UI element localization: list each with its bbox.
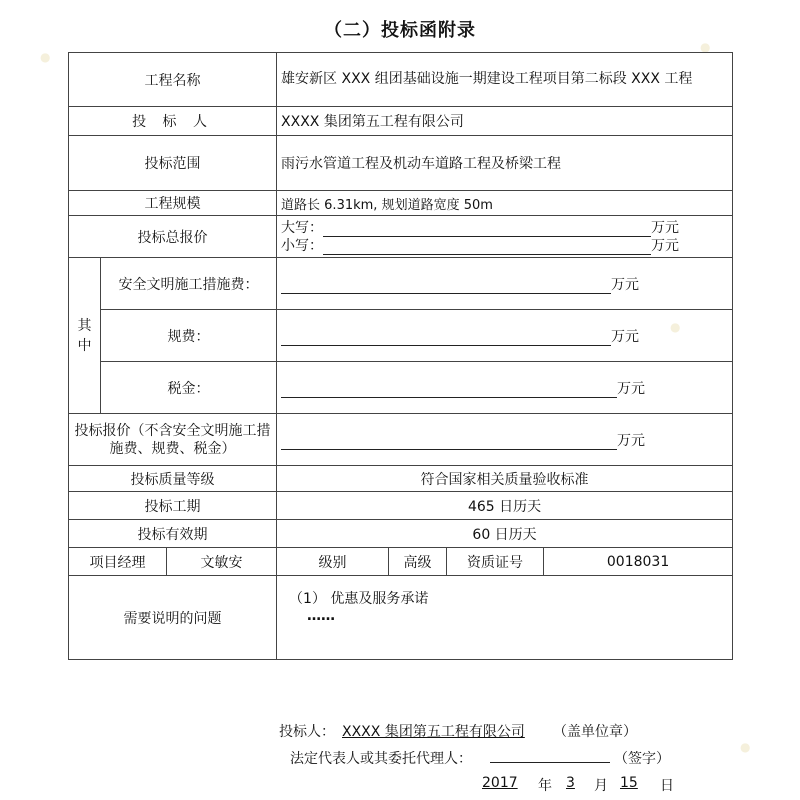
bid-excl-field[interactable] bbox=[281, 435, 617, 450]
signature-rep-label: 法定代表人或其委托代理人： bbox=[290, 751, 472, 767]
cert-value: 0018031 bbox=[544, 548, 733, 576]
date-month-unit: 月 bbox=[594, 778, 608, 794]
notes-label: 需要说明的问题 bbox=[69, 576, 277, 660]
tax-field[interactable] bbox=[281, 383, 617, 398]
signature-rep-field[interactable] bbox=[490, 748, 610, 763]
quality-label: 投标质量等级 bbox=[69, 466, 277, 492]
safety-fee-label: 安全文明施工措施费： bbox=[101, 258, 277, 310]
regulation-fee-unit: 万元 bbox=[611, 328, 640, 345]
among-label bbox=[69, 258, 101, 414]
regulation-fee-field[interactable] bbox=[281, 331, 611, 346]
row-validity bbox=[69, 520, 733, 548]
watermark-logo: ● bbox=[40, 50, 51, 64]
project-name-label: 工程名称 bbox=[69, 53, 277, 107]
page-title: （二）投标函附录 bbox=[324, 20, 476, 41]
row-bidder bbox=[69, 107, 733, 136]
tax-value bbox=[277, 362, 733, 414]
row-bid-excl bbox=[69, 414, 733, 466]
total-price-label: 投标总报价 bbox=[69, 216, 277, 258]
watermark-logo: ● bbox=[670, 320, 681, 334]
row-manager bbox=[69, 548, 733, 576]
signature-bidder-label: 投标人： bbox=[279, 724, 335, 740]
notes-dots: …… bbox=[307, 608, 336, 624]
notes-value bbox=[277, 576, 733, 660]
scale-label: 工程规模 bbox=[69, 191, 277, 216]
total-price-lower-label: 小写： bbox=[281, 237, 324, 254]
cert-label: 资质证号 bbox=[447, 548, 544, 576]
watermark-logo: ● bbox=[740, 740, 751, 754]
duration-label: 投标工期 bbox=[69, 492, 277, 520]
among-text: 其中 bbox=[77, 317, 92, 354]
bid-excl-value bbox=[277, 414, 733, 466]
tax-label: 税金： bbox=[101, 362, 277, 414]
row-regulation-fee bbox=[69, 310, 733, 362]
row-scope bbox=[69, 136, 733, 191]
watermark-logo: ● bbox=[700, 40, 711, 54]
date-year: 2017 bbox=[482, 775, 518, 791]
row-total-price bbox=[69, 216, 733, 258]
notes-item: （1） 优惠及服务承诺 bbox=[289, 591, 429, 607]
safety-fee-field[interactable] bbox=[281, 279, 611, 294]
total-price-lower-unit: 万元 bbox=[651, 237, 680, 254]
regulation-fee-value bbox=[277, 310, 733, 362]
bidder-value: XXXX 集团第五工程有限公司 bbox=[277, 107, 733, 136]
total-price-upper-field[interactable] bbox=[323, 222, 651, 237]
safety-fee-unit: 万元 bbox=[611, 276, 640, 293]
date-day-unit: 日 bbox=[660, 778, 674, 794]
level-value: 高级 bbox=[389, 548, 447, 576]
row-tax bbox=[69, 362, 733, 414]
validity-value: 60 日历天 bbox=[277, 520, 733, 548]
signature-bidder-seal: （盖单位章） bbox=[553, 724, 637, 740]
bid-appendix-table bbox=[68, 52, 733, 660]
tax-unit: 万元 bbox=[617, 380, 646, 397]
validity-label: 投标有效期 bbox=[69, 520, 277, 548]
bid-excl-unit: 万元 bbox=[617, 432, 646, 449]
row-scale bbox=[69, 191, 733, 216]
regulation-fee-label: 规费： bbox=[101, 310, 277, 362]
bidder-label: 投 标 人 bbox=[69, 107, 277, 136]
manager-name: 文敏安 bbox=[167, 548, 277, 576]
scope-label: 投标范围 bbox=[69, 136, 277, 191]
duration-value: 465 日历天 bbox=[277, 492, 733, 520]
signature-bidder-name: XXXX 集团第五工程有限公司 bbox=[342, 724, 525, 740]
date-day: 15 bbox=[620, 775, 638, 791]
date-year-unit: 年 bbox=[538, 778, 552, 794]
manager-label: 项目经理 bbox=[69, 548, 167, 576]
scope-value: 雨污水管道工程及机动车道路工程及桥梁工程 bbox=[277, 136, 733, 191]
project-name-value: 雄安新区 XXX 组团基础设施一期建设工程项目第二标段 XXX 工程 bbox=[277, 53, 733, 107]
row-safety-fee bbox=[69, 258, 733, 310]
level-label: 级别 bbox=[277, 548, 389, 576]
row-notes bbox=[69, 576, 733, 660]
row-duration bbox=[69, 492, 733, 520]
date-month: 3 bbox=[566, 775, 575, 791]
row-project-name bbox=[69, 53, 733, 107]
safety-fee-value bbox=[277, 258, 733, 310]
signature-rep-sign: （签字） bbox=[614, 751, 670, 767]
total-price-value bbox=[277, 216, 733, 258]
quality-value: 符合国家相关质量验收标准 bbox=[277, 466, 733, 492]
total-price-upper-unit: 万元 bbox=[651, 219, 680, 236]
bid-excl-label: 投标报价（不含安全文明施工措施费、规费、税金） bbox=[69, 414, 277, 466]
total-price-lower-field[interactable] bbox=[323, 240, 651, 255]
scale-value: 道路长 6.31km, 规划道路宽度 50m bbox=[277, 191, 733, 216]
total-price-upper-label: 大写： bbox=[281, 219, 324, 236]
row-quality bbox=[69, 466, 733, 492]
